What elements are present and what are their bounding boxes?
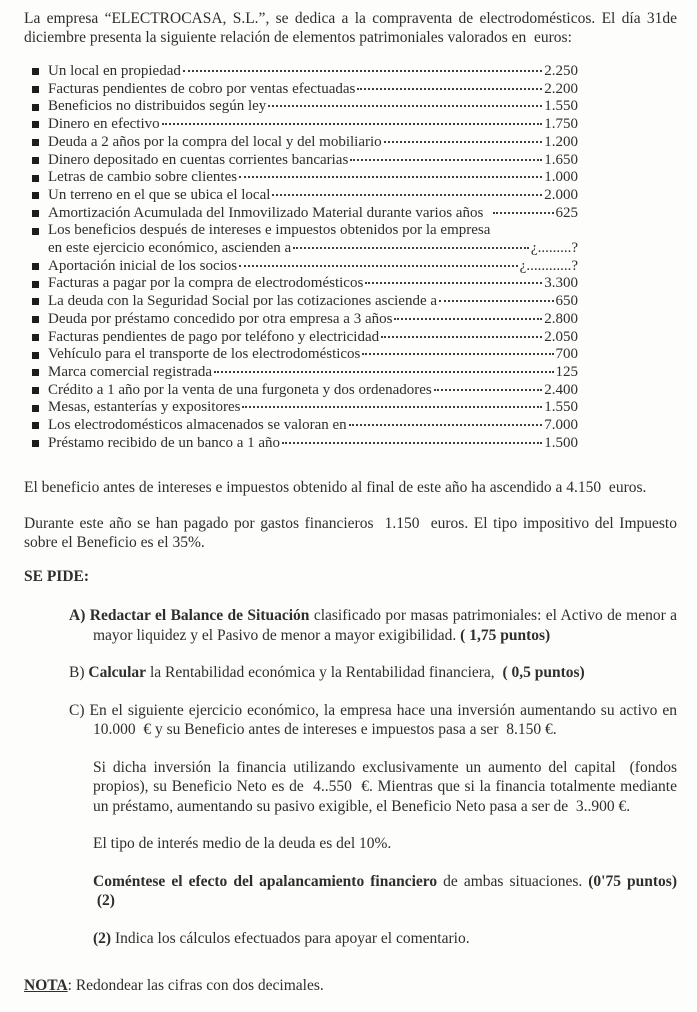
dot-leader [384,141,543,143]
item-value: ¿.........? [530,240,578,257]
item-label: Un local en propiedad [48,63,181,79]
item-label: Facturas a pagar por la compra de electrodomésticos [48,275,364,292]
item-label: Mesas, estanterías y expositores [48,399,241,416]
item-value: 1.200 [544,133,578,150]
item-value: 125 [555,363,578,380]
bullet-square-icon [32,316,39,323]
item-label: Deuda por préstamo concedido por otra empresa a 3 años [48,310,393,327]
item-label: en este ejercicio económico, ascienden a [48,240,292,257]
task-paragraph [69,701,677,740]
item-value: 2.200 [544,80,578,97]
item-value: ¿............? [519,257,578,274]
text-segment: Indica los cálculos efectuados para apoyar el comentario. [111,929,470,947]
list-item [32,399,578,417]
item-value: 2.000 [544,186,578,203]
dot-leader [350,159,542,161]
bullet-square-icon [32,228,39,235]
dot-leader [493,212,554,214]
text-segment: (0'75 puntos) [588,872,677,890]
item-label: Marca comercial registrada [48,363,213,380]
item-value: 3.300 [544,275,578,292]
bullet-square-icon [32,281,39,288]
expenses-paragraph: Durante este año se han pagado por gastos financieros 1.150 euros. El tipo impositivo del Impuesto sobre el Beneficio es el 35%. [24,514,677,552]
text-segment: Redactar el Balance de Situación [89,607,310,625]
bullet-square-icon [32,68,39,75]
bullet-square-icon [32,121,39,128]
text-segment: NOTA [24,977,68,995]
item-label: Facturas pendientes de pago por teléfono y electricidad [48,328,380,345]
item-label: Deuda a 2 años por la compra del local y del mobiliario [48,133,382,150]
list-item [32,346,578,364]
nota-line [24,976,677,996]
item-value: 1.550 [544,399,578,416]
task-paragraph [69,606,677,645]
bullet-square-icon [32,192,39,199]
text-segment: A) [69,607,90,625]
item-value: 1.000 [544,169,578,186]
bullet-square-icon [32,387,39,394]
item-label: Crédito a 1 año por la venta de una furgoneta y dos ordenadores [48,381,432,398]
text-segment: B) [69,664,89,682]
text-segment: de ambas situaciones. [437,872,589,890]
dot-leader [394,318,542,320]
dot-leader [183,70,542,72]
text-segment: Coméntese el efecto del apalancamiento financiero [93,872,438,890]
list-item [32,222,578,240]
list-item [32,293,578,311]
bullet-square-icon [32,175,39,182]
dot-leader [239,265,518,267]
benefit-paragraph: El beneficio antes de intereses e impuestos obtenido al final de este año ha ascendido a 4.150 euros. [24,479,647,497]
text-segment: C) [69,701,90,719]
list-item [32,435,578,453]
list-item [32,134,578,152]
text-segment: Calcular [88,664,147,682]
dot-leader [214,371,553,373]
dot-leader [272,194,542,196]
item-label: La deuda con la Seguridad Social por las cotizaciones asciende a [48,293,438,310]
item-label: Vehículo para el transporte de los electrodomésticos [48,346,361,363]
bullet-square-icon [32,298,39,305]
text-segment: la Rentabilidad económica y la Rentabilidad financiera, [146,664,503,682]
list-item [32,116,578,134]
dot-leader [365,282,542,284]
dot-leader [439,300,553,302]
dot-leader [434,389,542,391]
item-label: Los electrodomésticos almacenados se valoran en [48,417,347,434]
bullet-square-icon [32,405,39,412]
item-value: 1.750 [544,116,578,133]
bullet-square-icon [32,263,39,270]
bullet-square-icon [32,157,39,164]
bullet-square-icon [32,369,39,376]
text-segment: Si dicha inversión la financia utilizando exclusivamente un aumento del capital (fondos propios), su Beneficio Neto es de 4..550 €. Mientras que si la financia totalmente mediante un préstamo, aumentando su pasivo exigible, el Beneficio Neto pasa a ser de 3..900 €. [93,758,677,815]
text-segment: (2) [93,929,112,947]
text-segment: En el siguiente ejercicio económico, la empresa hace una inversión aumentando su activo en 10.000 € y su Beneficio antes de intereses e impuestos pasa a ser 8.150 €. [89,701,678,739]
item-label: Un terreno en el que se ubica el local [48,186,271,203]
item-label: Beneficios no distribuidos según ley [48,98,267,115]
item-value: 7.000 [544,417,578,434]
dot-leader [381,336,542,338]
list-item [32,275,578,293]
item-value: 1.550 [544,98,578,115]
item-value: 2.250 [544,63,578,79]
task-subparagraph [69,758,677,817]
dot-leader [242,406,542,408]
item-label: Amortización Acumulada del Inmovilizado Material durante varios años [48,204,491,221]
list-item [32,63,578,81]
item-value: 1.650 [544,151,578,168]
item-value: 700 [555,346,578,363]
bullet-square-icon [32,352,39,359]
item-value: 2.800 [544,310,578,327]
list-item [32,187,578,205]
bullet-square-icon [32,440,39,447]
task-subparagraph [69,929,677,949]
bullet-square-icon [32,210,39,217]
item-label: Dinero depositado en cuentas corrientes bancarias [48,151,349,168]
list-item [32,329,578,347]
text-segment: El tipo de interés medio de la deuda es del 10%. [93,835,392,853]
list-item [32,258,578,276]
item-label: Dinero en efectivo [48,116,160,133]
item-label: Los beneficios después de intereses e impuestos obtenidos por la empresa [48,222,491,239]
item-label: Aportación inicial de los socios [48,257,238,274]
list-item [32,311,578,329]
item-label: Facturas pendientes de cobro por ventas efectuadas [48,80,356,97]
list-item-continuation [48,240,578,258]
list-item [32,417,578,435]
bullet-square-icon [32,104,39,111]
tasks-section [69,606,677,948]
task-paragraph [69,663,677,683]
list-item [32,81,578,99]
list-item [32,382,578,400]
bullet-square-icon [32,139,39,146]
dot-leader [293,247,529,249]
text-segment: (2) [96,892,115,910]
dot-leader [239,176,542,178]
item-value: 1.500 [544,434,578,451]
item-value: 650 [555,293,578,310]
item-label: Letras de cambio sobre clientes [48,169,238,186]
dot-leader [268,105,542,107]
dot-leader [282,442,542,444]
se-pide-heading: SE PIDE: [24,567,90,585]
dot-leader [349,424,543,426]
item-value: 2.050 [544,328,578,345]
list-item [32,169,578,187]
list-item [32,205,578,223]
bullet-square-icon [32,86,39,93]
item-value: 625 [555,204,578,221]
task-subparagraph [69,834,677,854]
text-segment: clasificado por masas patrimoniales: el Activo de menor a mayor liquidez y el Pasivo de menor a mayor exigibilidad. [93,607,678,644]
text-segment: ( 1,75 puntos) [460,626,551,644]
dot-leader [357,88,542,90]
text-segment: ( 0,5 puntos) [502,664,585,682]
list-item [32,364,578,382]
bullet-square-icon [32,422,39,429]
patrimonial-items-list [32,63,578,452]
intro-paragraph: La empresa “ELECTROCASA, S.L.”, se dedica a la compraventa de electrodomésticos. El día 31de diciembre presenta la siguiente relación de elementos patrimoniales valorados en euros: [24,10,677,46]
text-segment: : Redondear las cifras con dos decimales. [67,977,324,995]
dot-leader [362,353,553,355]
task-subparagraph [69,872,677,911]
dot-leader [162,123,543,125]
bullet-square-icon [32,334,39,341]
item-label: Préstamo recibido de un banco a 1 año [48,434,281,451]
list-item [32,98,578,116]
item-value: 2.400 [544,381,578,398]
list-item [32,152,578,170]
